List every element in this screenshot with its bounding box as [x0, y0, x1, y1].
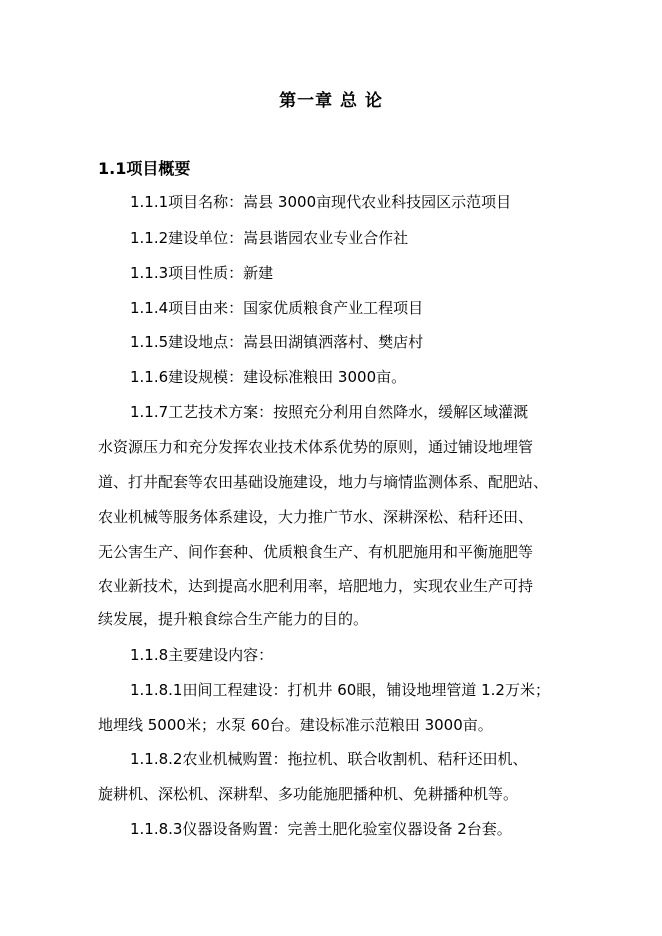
item-technical-scheme-line: 1.1.7工艺技术方案：按照充分利用自然降水，缓解区域灌溉	[130, 403, 529, 421]
item-field-works-line: 1.1.8.1田间工程建设：打机井 60眼，铺设地埋管道 1.2万米；	[130, 681, 550, 699]
item-technical-scheme-line: 农业新技术，达到提高水肥利用率，培肥地力，实现农业生产可持	[98, 577, 534, 595]
item-project-name: 1.1.1项目名称：嵩县 3000亩现代农业科技园区示范项目	[130, 193, 512, 211]
item-project-origin: 1.1.4项目由来：国家优质粮食产业工程项目	[130, 299, 424, 317]
chapter-title: 第一章 总 论	[279, 91, 383, 111]
item-instruments: 1.1.8.3仪器设备购置：完善土肥化验室仪器设备 2台套。	[130, 820, 512, 838]
item-machinery-line: 旋耕机、深松机、深耕犁、多功能施肥播种机、免耕播种机等。	[98, 785, 519, 803]
item-technical-scheme-line: 水资源压力和充分发挥农业技术体系优势的原则，通过铺设地埋管	[98, 438, 534, 456]
item-technical-scheme-line: 无公害生产、间作套种、优质粮食生产、有机肥施用和平衡施肥等	[98, 543, 534, 561]
item-technical-scheme-line: 道、打井配套等农田基础设施建设，地力与墒情监测体系、配肥站、	[98, 473, 549, 491]
item-construction-scale: 1.1.6建设规模：建设标准粮田 3000亩。	[130, 368, 407, 386]
item-field-works-line: 地埋线 5000米；水泵 60台。建设标准示范粮田 3000亩。	[98, 716, 493, 734]
item-main-content: 1.1.8主要建设内容：	[130, 646, 274, 664]
item-project-nature: 1.1.3项目性质：新建	[130, 264, 274, 282]
section-title: 1.1项目概要	[98, 159, 191, 178]
item-construction-site: 1.1.5建设地点：嵩县田湖镇洒落村、樊店村	[130, 333, 424, 351]
item-technical-scheme-line: 农业机械等服务体系建设，大力推广节水、深耕深松、秸秆还田、	[98, 508, 534, 526]
item-machinery-line: 1.1.8.2农业机械购置：拖拉机、联合收割机、秸秆还田机、	[130, 750, 528, 768]
item-technical-scheme-line: 续发展，提升粮食综合生产能力的目的。	[98, 610, 369, 628]
item-construction-unit: 1.1.2建设单位：嵩县谐园农业专业合作社	[130, 229, 409, 247]
